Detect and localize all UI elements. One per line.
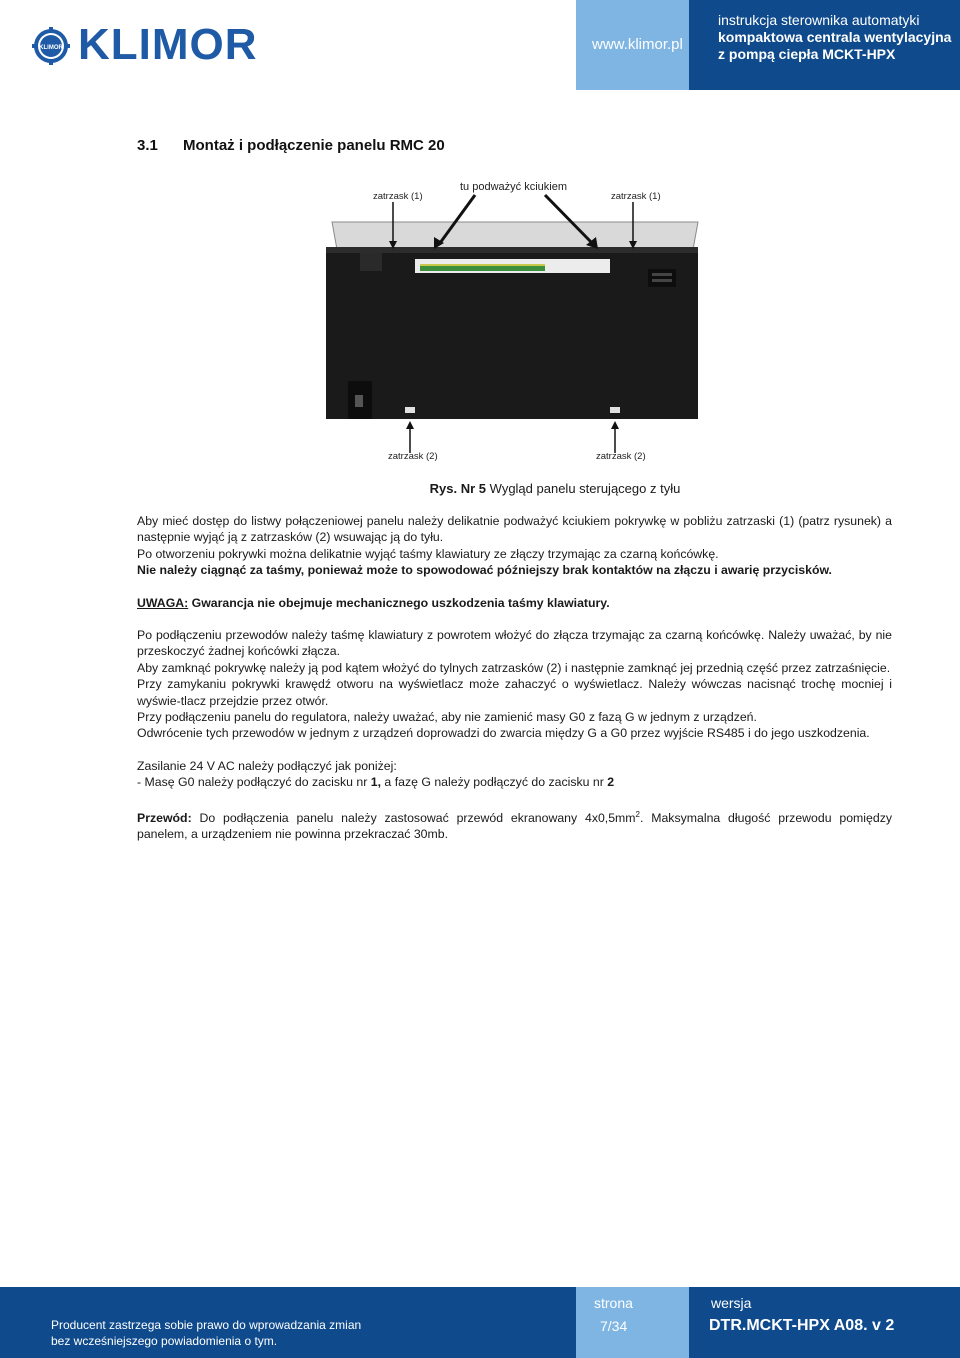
instructions-body	[137, 513, 892, 843]
panel-figure	[300, 175, 720, 465]
cable-text-b: . Maksymalna długość przewodu pomiędzy panelem, a urządzeniem nie powinna przekraczać 30mb.	[137, 810, 892, 842]
paragraph-caution: Nie należy ciągnąć za taśmy, ponieważ może to spowodować późniejszy brak kontaktów na złączu i awarię przycisków.	[137, 563, 832, 578]
power-text-b: a fazę G należy podłączyć do zacisku nr	[381, 775, 608, 790]
label-latch2-right: zatrzask (2)	[596, 451, 646, 462]
paragraph-access: Aby mieć dostęp do listwy połączeniowej panelu należy delikatnie podważyć kciukiem pokrywkę w pobliżu zatrzaski (1) (patrz rysunek) a następnie wyjąć ją z zatrzasków (2) wsuwając ją do tyłu.	[137, 514, 892, 545]
footer-page-box	[576, 1287, 689, 1358]
section-number: 3.1	[137, 137, 158, 154]
paragraph-remove-tapes: Po otworzeniu pokrywki można delikatnie wyjąć taśmy klawiatury ze złączy trzymając za czarną końcówkę.	[137, 546, 719, 561]
doc-title-line1: instrukcja sterownika automatyki	[718, 12, 920, 28]
doc-title-line2: kompaktowa centrala wentylacyjna	[718, 29, 952, 45]
cable-spec	[137, 807, 892, 843]
power-text-a: - Masę G0 należy podłączyć do zacisku nr	[137, 775, 371, 790]
panel-back-illustration	[300, 175, 720, 465]
paragraph-polarity: Przy podłączeniu panelu do regulatora, należy uważać, aby nie zamienić masy G0 z fazą G w jednym z urządzeń.	[137, 710, 757, 725]
warning-text: Gwarancja nie obejmuje mechanicznego uszkodzenia taśmy klawiatury.	[188, 595, 610, 610]
terminal-1: 1,	[370, 775, 382, 790]
paragraph-reinsert: Po podłączeniu przewodów należy taśmę klawiatury z powrotem włożyć do złącza trzymając za czarną końcówkę. Należy uważać, by nie przeskoczyć żadnej końcówki złącza.	[137, 628, 892, 659]
label-latch2-left: zatrzask (2)	[388, 451, 438, 462]
header-url-box	[576, 0, 689, 90]
label-pry-here: tu podważyć kciukiem	[460, 181, 567, 193]
warranty-warning	[137, 595, 892, 611]
version-value: DTR.MCKT-HPX A08. v 2	[709, 1317, 895, 1334]
header-title-box	[689, 0, 960, 90]
footer-version-box	[689, 1287, 960, 1358]
page-label: strona	[594, 1295, 633, 1311]
paragraph-short-circuit: Odwrócenie tych przewodów w jednym z urządzeń doprowadzi do zwarcia między G a G0 przez wyjście RS485 i do jego uszkodzenia.	[137, 726, 870, 741]
paragraph-close-cover: Aby zamknąć pokrywkę należy ją pod kątem włożyć do tylnych zatrzasków (2) i następnie zamknąć jej przednią część przez zatrzaśnięcie.	[137, 660, 891, 675]
klimor-gear-icon	[30, 27, 72, 65]
cable-text-a: Do podłączenia panelu należy zastosować przewód ekranowany 4x0,5mm	[191, 810, 636, 825]
figure-caption-number: Rys. Nr 5	[429, 481, 487, 496]
power-wiring	[137, 774, 892, 790]
section-title: Montaż i podłączenie panelu RMC 20	[183, 137, 445, 154]
figure-caption-text: Wygląd panelu sterującego z tyłu	[486, 481, 681, 496]
disclaimer-line2: bez wcześniejszego powiadomienia o tym.	[51, 1334, 278, 1348]
doc-title-line3: z pompą ciepła MCKT-HPX	[718, 46, 896, 62]
website-link[interactable]: www.klimor.pl	[592, 36, 683, 53]
footer-disclaimer-box	[0, 1287, 576, 1358]
logo-wordmark: KLIMOR	[78, 20, 258, 69]
disclaimer-line1: Producent zastrzega sobie prawo do wprowadzania zmian	[51, 1318, 362, 1332]
paragraph-display: Przy zamykaniu pokrywki krawędź otworu na wyświetlacz może zahaczyć o wyświetlacz. Należy wówczas nacisnąć trochę mocniej i wyświe-tlacz przejdzie przez otwór.	[137, 677, 892, 708]
label-latch1-right: zatrzask (1)	[611, 191, 661, 202]
power-intro: Zasilanie 24 V AC należy podłączyć jak poniżej:	[137, 758, 397, 773]
cable-superscript: 2	[635, 809, 640, 819]
figure-caption	[0, 481, 960, 496]
terminal-2: 2	[607, 775, 615, 790]
cable-label: Przewód:	[137, 810, 192, 825]
logo-seal-text: KLIMOR	[39, 45, 63, 51]
section-heading	[137, 137, 445, 154]
page-number: 7/34	[600, 1318, 628, 1334]
version-label: wersja	[711, 1295, 752, 1311]
header-logo-area	[0, 0, 576, 90]
label-latch1-left: zatrzask (1)	[373, 191, 423, 202]
warning-label: UWAGA:	[137, 595, 189, 610]
